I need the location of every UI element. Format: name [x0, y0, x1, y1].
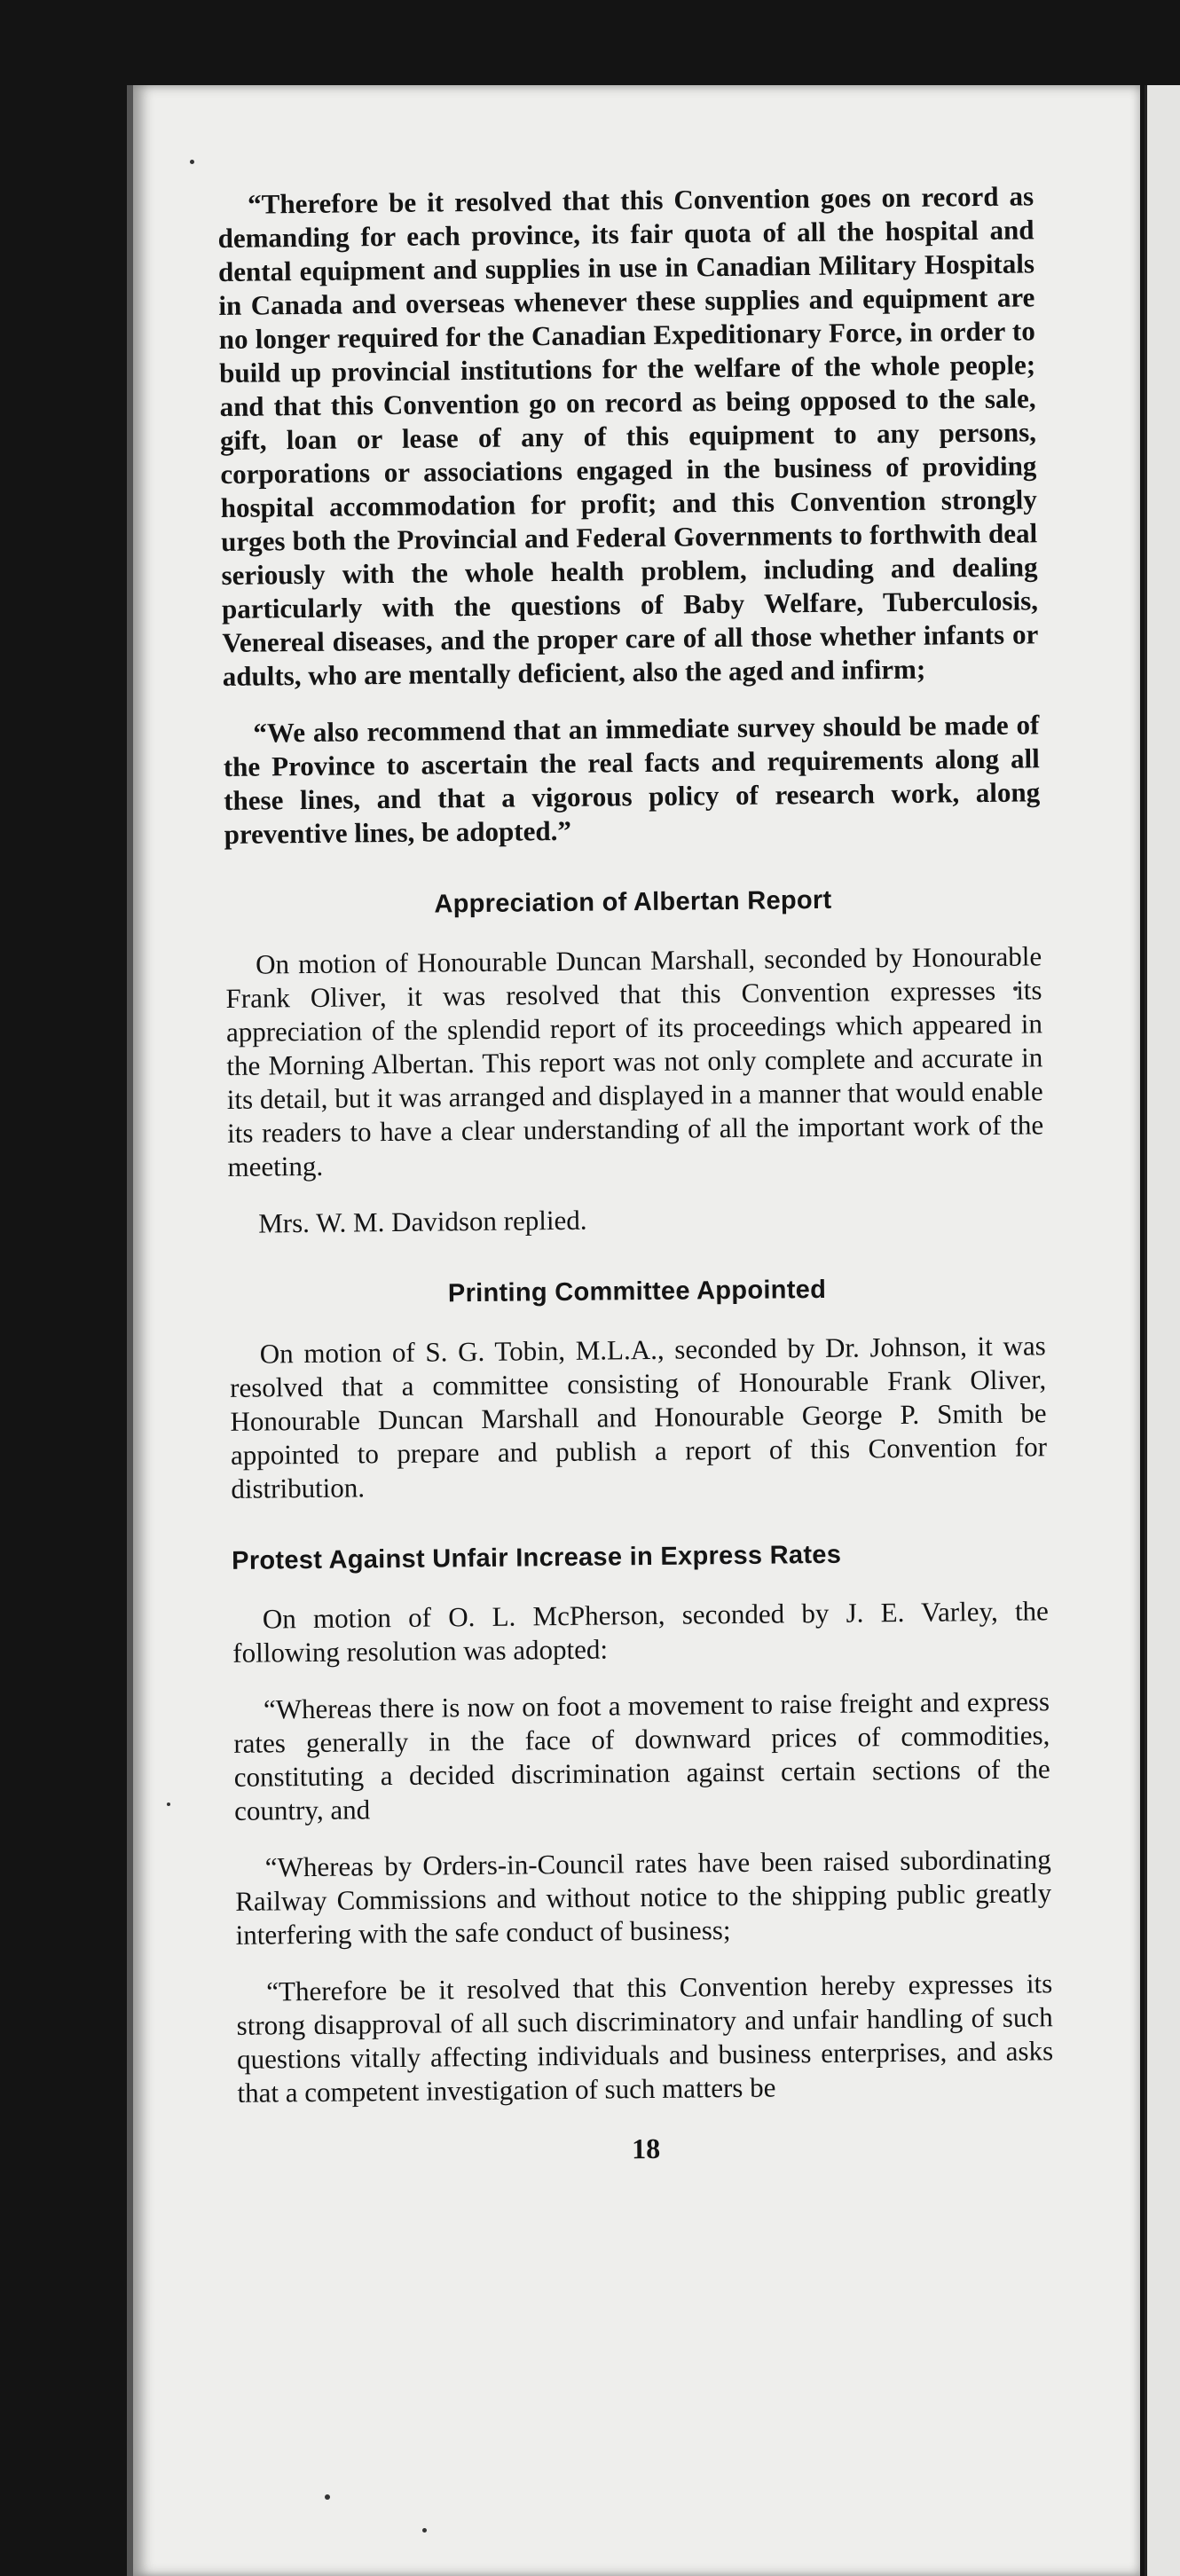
albertan-motion-paragraph: On motion of Honourable Duncan Marshall, seconded by Honourable Frank Oliver, it was resolved that this Convention expresses its appreciation of the splendid report of its proceedings which appeared in the Morning Albertan. This report was not only complete and accurate in its detail, but it was arranged and displayed in a manner that would enable its readers to have a clear understanding of all the important work of the meeting. [225, 940, 1044, 1182]
scan-speck [422, 2528, 427, 2533]
printing-section-heading: Printing Committee Appointed [447, 1275, 827, 1308]
survey-recommendation-paragraph: “We also recommend that an immediate survey should be made of the Province to ascertain the real facts and requirements along all these lines, and that a vigorous policy of research work, along preventive lines, be adopted.” [223, 709, 1041, 850]
express-rates-section-heading: Protest Against Unfair Increase in Express Rates [232, 1540, 842, 1575]
express-therefore: “Therefore be it resolved that this Convention hereby expresses its strong disapproval of all such discriminatory and unfair handling of such questions vitally affecting individuals and business enterprises, and asks that a competent investigation of such matters be [236, 1967, 1054, 2109]
scan-speck [325, 2494, 330, 2500]
page-number: 18 [631, 2132, 661, 2165]
resolution-therefore-paragraph: “Therefore be it resolved that this Convention goes on record as demanding for each province, its fair quota of all the hospital and dental equipment and supplies in use in Canadian Military Hospitals in Canada and overseas whenever these supplies and equipment are no longer required for the Canadian Expeditionary Force, in order to build up provincial institutions for the welfare of the whole people; and that this Convention go on record as being opposed to the sale, gift, loan or lease of any of this equipment to any persons, corporations or associations engaged in the business of providing hospital accommodation for profit; and this Convention strongly urges both the Provincial and Federal Governments to forthwith deal seriously with the whole health problem, including and dealing particularly with the questions of Baby Welfare, Tuberculosis, Venereal diseases, and the proper care of all those whether infants or adults, who are mentally deficient, also the aged and infirm; [217, 180, 1039, 692]
express-motion-intro: On motion of O. L. McPherson, seconded by J. E. Varley, the following resolution was adopted: [232, 1595, 1050, 1669]
albertan-reply-line: Mrs. W. M. Davidson replied. [258, 1204, 587, 1239]
printing-motion-paragraph: On motion of S. G. Tobin, M.L.A., seconded by Dr. Johnson, it was resolved that a committee consisting of Honourable Frank Oliver, Honourable Duncan Marshall and Honourable George P. Smith be appointed to prepare and publish a report of this Convention for distribution. [229, 1330, 1048, 1504]
adjacent-page-edge [1145, 85, 1180, 2576]
scan-speck [190, 160, 194, 164]
express-whereas-2: “Whereas by Orders-in-Council rates have been raised subordinating Railway Commissions and without notice to the shipping public greatly interfering with the safe conduct of business; [235, 1843, 1052, 1951]
express-whereas-1: “Whereas there is now on foot a movement to raise freight and express rates generally in the face of downward prices of commodities, constituting a decided discrimination against certain sections of the country, and [233, 1685, 1050, 1826]
albertan-section-heading: Appreciation of Albertan Report [434, 885, 832, 919]
scan-speck [167, 1802, 170, 1806]
page-content [217, 179, 1054, 2170]
